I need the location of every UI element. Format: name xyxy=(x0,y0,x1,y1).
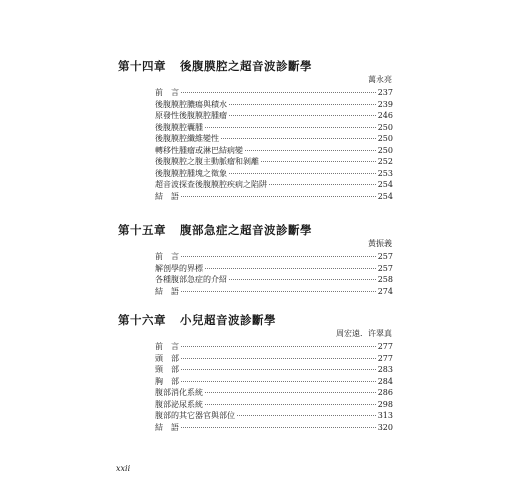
dot-leader xyxy=(221,138,376,139)
toc-entry[interactable] xyxy=(155,364,393,376)
dot-leader xyxy=(229,279,376,280)
dot-leader xyxy=(181,381,376,382)
entry-page: 298 xyxy=(377,399,393,409)
toc-entry[interactable] xyxy=(155,399,393,411)
entry-page: 258 xyxy=(377,275,393,284)
chapter-authors: 黃振義 xyxy=(368,239,392,248)
toc-entry[interactable] xyxy=(155,353,393,365)
chapter-heading xyxy=(118,58,312,74)
toc-entry[interactable] xyxy=(155,191,393,203)
entry-page: 250 xyxy=(377,134,393,143)
entry-page: 237 xyxy=(377,88,393,97)
entry-title: 轉移性腫瘤或淋巴結病變 xyxy=(155,145,243,155)
dot-leader xyxy=(229,104,376,105)
chapter-authors: 周宏遠．许翠真 xyxy=(336,329,392,338)
toc-entry[interactable] xyxy=(155,410,393,422)
toc-entry[interactable] xyxy=(155,263,393,275)
toc-entry[interactable] xyxy=(155,145,393,157)
dot-leader xyxy=(237,415,376,416)
entry-title: 超音波探查後腹膜腔疾病之陷阱 xyxy=(155,180,267,189)
entry-page: 257 xyxy=(377,252,393,261)
entry-title: 前 言 xyxy=(155,252,179,261)
dot-leader xyxy=(181,196,376,197)
chapter-title: 後腹膜腔之超音波診斷學 xyxy=(180,59,312,73)
toc-entry[interactable] xyxy=(155,274,393,286)
dot-leader xyxy=(181,92,376,93)
chapter-number: 第十四章 xyxy=(118,59,166,73)
chapter-heading xyxy=(118,312,276,328)
entry-title: 結 語 xyxy=(155,422,179,432)
dot-leader xyxy=(245,150,376,151)
chapter-15 xyxy=(0,222,520,302)
entry-title: 頭 部 xyxy=(155,353,179,363)
entry-page: 277 xyxy=(377,342,393,351)
dot-leader xyxy=(269,184,376,185)
entry-title: 頸 部 xyxy=(155,365,179,374)
dot-leader xyxy=(205,268,376,269)
entry-page: 257 xyxy=(377,263,393,273)
entry-title: 胸 部 xyxy=(155,376,179,386)
entry-title: 前 言 xyxy=(155,342,179,351)
entry-title: 結 語 xyxy=(155,191,179,201)
entry-title: 後腹膜腔之腹主動脈瘤和剝離 xyxy=(155,157,259,166)
entry-page: 254 xyxy=(377,180,393,189)
toc-entries xyxy=(155,341,393,433)
entry-title: 原發性後腹膜腔腫瘤 xyxy=(155,111,227,120)
chapter-heading xyxy=(118,222,312,238)
toc-entry[interactable] xyxy=(155,122,393,134)
toc-entry[interactable] xyxy=(155,87,393,99)
dot-leader xyxy=(205,404,376,405)
toc-entries xyxy=(155,87,393,202)
entry-page: 239 xyxy=(377,99,393,109)
dot-leader xyxy=(181,358,376,359)
chapter-number: 第十六章 xyxy=(118,313,166,327)
toc-entry[interactable] xyxy=(155,179,393,191)
chapter-number: 第十五章 xyxy=(118,223,166,237)
chapter-title: 腹部急症之超音波診斷學 xyxy=(180,223,312,237)
entry-page: 250 xyxy=(377,145,393,155)
entry-page: 313 xyxy=(377,411,393,420)
toc-entry[interactable] xyxy=(155,286,393,298)
dot-leader xyxy=(181,346,376,347)
chapter-16 xyxy=(0,312,520,452)
toc-entry[interactable] xyxy=(155,251,393,263)
toc-entry[interactable] xyxy=(155,110,393,122)
chapter-authors: 萬永亮 xyxy=(368,75,392,84)
entry-page: 274 xyxy=(377,286,393,296)
toc-entry[interactable] xyxy=(155,387,393,399)
entry-page: 253 xyxy=(377,168,393,178)
page-number: xxii xyxy=(116,464,131,473)
toc-entry[interactable] xyxy=(155,156,393,168)
toc-entry[interactable] xyxy=(155,376,393,388)
dot-leader xyxy=(205,127,376,128)
dot-leader xyxy=(181,427,376,428)
entry-title: 後腹膜腔囊腫 xyxy=(155,122,203,132)
entry-page: 252 xyxy=(377,157,393,166)
toc-entry[interactable] xyxy=(155,133,393,145)
entry-title: 各種腹部急症的介紹 xyxy=(155,275,227,284)
chapter-14 xyxy=(0,58,520,208)
entry-title: 前 言 xyxy=(155,88,179,97)
entry-title: 腹部泌尿系統 xyxy=(155,399,203,409)
entry-page: 320 xyxy=(377,422,393,432)
entry-title: 腹部的其它器官與部位 xyxy=(155,411,235,420)
entry-page: 250 xyxy=(377,122,393,132)
entry-page: 284 xyxy=(377,376,393,386)
toc-entry[interactable] xyxy=(155,168,393,180)
dot-leader xyxy=(229,173,376,174)
entry-page: 286 xyxy=(377,388,393,397)
entry-page: 246 xyxy=(377,111,393,120)
entry-title: 腹部消化系統 xyxy=(155,388,203,397)
dot-leader xyxy=(205,392,376,393)
entry-page: 283 xyxy=(377,365,393,374)
entry-page: 277 xyxy=(377,353,393,363)
toc-entry[interactable] xyxy=(155,99,393,111)
chapter-title: 小兒超音波診斷學 xyxy=(180,313,276,327)
entry-title: 結 語 xyxy=(155,286,179,296)
toc-entry[interactable] xyxy=(155,422,393,434)
dot-leader xyxy=(261,161,376,162)
entry-title: 後腹膜腔膿瘍與積水 xyxy=(155,99,227,109)
entry-title: 解剖學的界標 xyxy=(155,263,203,273)
toc-entries xyxy=(155,251,393,297)
entry-title: 後腹膜腔腫塊之徵象 xyxy=(155,168,227,178)
dot-leader xyxy=(181,256,376,257)
dot-leader xyxy=(181,291,376,292)
dot-leader xyxy=(181,369,376,370)
entry-page: 254 xyxy=(377,191,393,201)
entry-title: 後腹膜腔纖維變性 xyxy=(155,134,219,143)
toc-entry[interactable] xyxy=(155,341,393,353)
dot-leader xyxy=(229,115,376,116)
